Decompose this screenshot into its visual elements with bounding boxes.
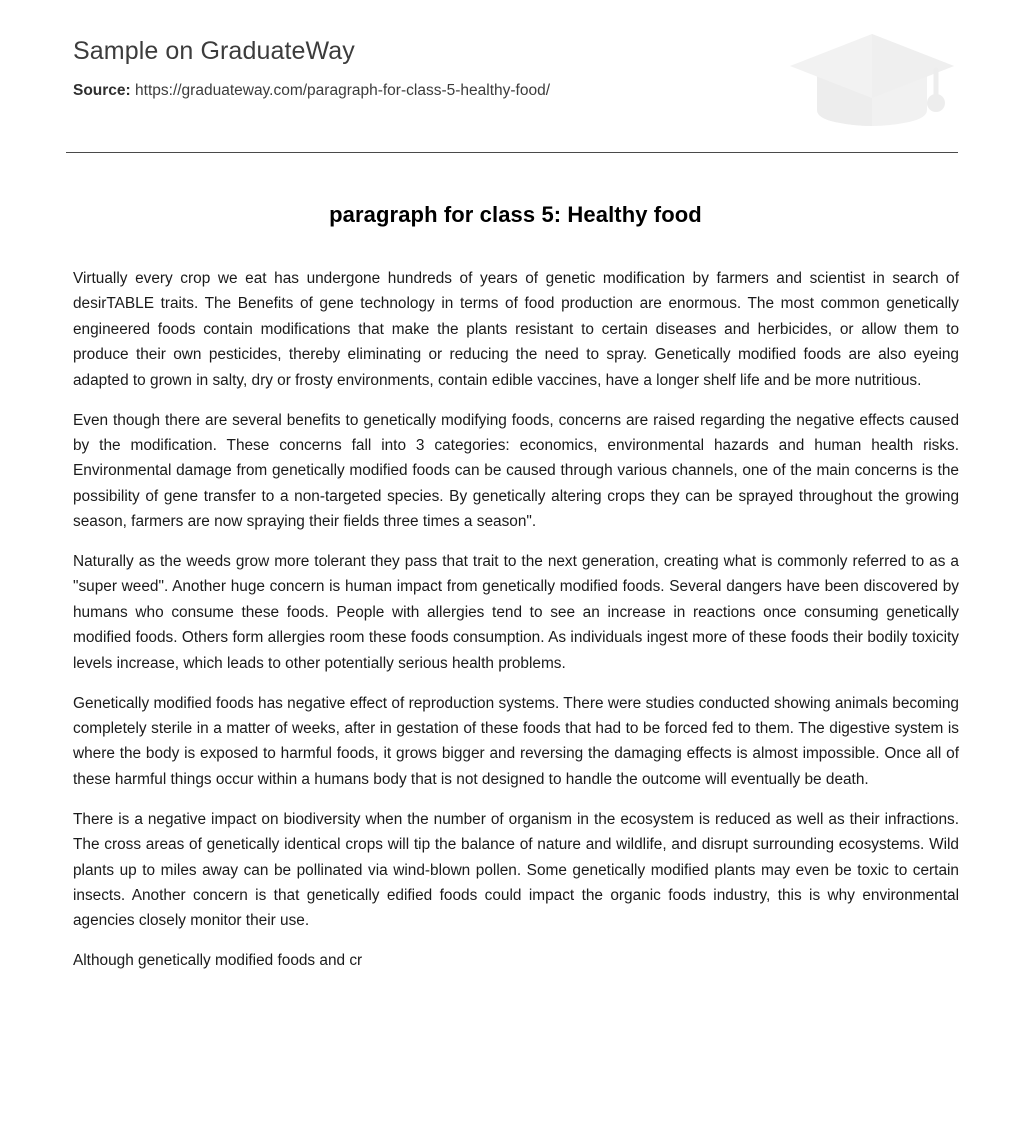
source-url[interactable]: https://graduateway.com/paragraph-for-class-5-healthy-food/ bbox=[135, 82, 551, 100]
paragraph: Virtually every crop we eat has undergone hundreds of years of genetic modification by farmers and scientist in search of desirTABLE traits. The Benefits of gene technology in terms of food production are enormous. The most common genetically engineered foods contain modifications that make the plants resistant to certain diseases and herbicides, or allow them to produce their own pesticides, thereby eliminating or reducing the need to spray. Genetically modified foods are also eyeing adapted to grown in salty, dry or frosty environments, contain edible vaccines, have a longer shelf life and be more nutritious. bbox=[73, 270, 959, 389]
paragraph: Even though there are several benefits to genetically modifying foods, concerns are raised regarding the negative effects caused by the modification. These concerns fall into 3 categories: economics, environmental hazards and human health risks. Environmental damage from genetically modified foods can be caused through various channels, one of the main concerns is the possibility of gene transfer to a non-targeted species. By genetically altering crops they can be sprayed throughout the growing season, farmers are now spraying their fields three times a season". bbox=[73, 411, 959, 531]
page-title: paragraph for class 5: Healthy food bbox=[329, 202, 702, 227]
document-body bbox=[73, 266, 959, 974]
paragraph: There is a negative impact on biodiversity when the number of organism in the ecosystem is reduced as well as their infractions. The cross areas of genetically identical crops will tip the balance of nature and wildlife, and disrupt surrounding ecosystems. Wild plants up to miles away can be pollinated via wind-blown pollen. Some genetically modified plants may even be toxic to certain insects. Another concern is that genetically edified foods could impact the organic foods industry, this is why environmental agencies closely monitor their use. bbox=[73, 810, 959, 930]
paragraph: Genetically modified foods has negative effect of reproduction systems. There were studies conducted showing animals becoming completely sterile in a matter of weeks, after in gestation of these foods that had to be forced fed to them. The digestive system is where the body is exposed to harmful foods, it grows bigger and reversing the damaging effects is almost impossible. Once all of these harmful things occur within a humans body that is not designed to handle the outcome will eventually be death. bbox=[73, 694, 959, 788]
brand-title: Sample on GraduateWay bbox=[73, 37, 355, 65]
graduation-cap-icon bbox=[786, 26, 958, 126]
paragraph-truncated: Although genetically modified foods and cr bbox=[73, 952, 363, 970]
header-divider bbox=[66, 152, 958, 153]
source-label: Source: bbox=[73, 82, 131, 100]
paragraph: Naturally as the weeds grow more tolerant they pass that trait to the next generation, creating what is commonly referred to as a "super weed". Another huge concern is human impact from genetically modified foods. Several dangers have been discovered by humans who consume these foods. People with allergies tend to see an increase in reactions once consuming genetically modified foods. Others form allergies room these foods consumption. As individuals ingest more of these foods their bodily toxicity levels increase, which leads to other potentially serious health problems. bbox=[73, 553, 959, 672]
